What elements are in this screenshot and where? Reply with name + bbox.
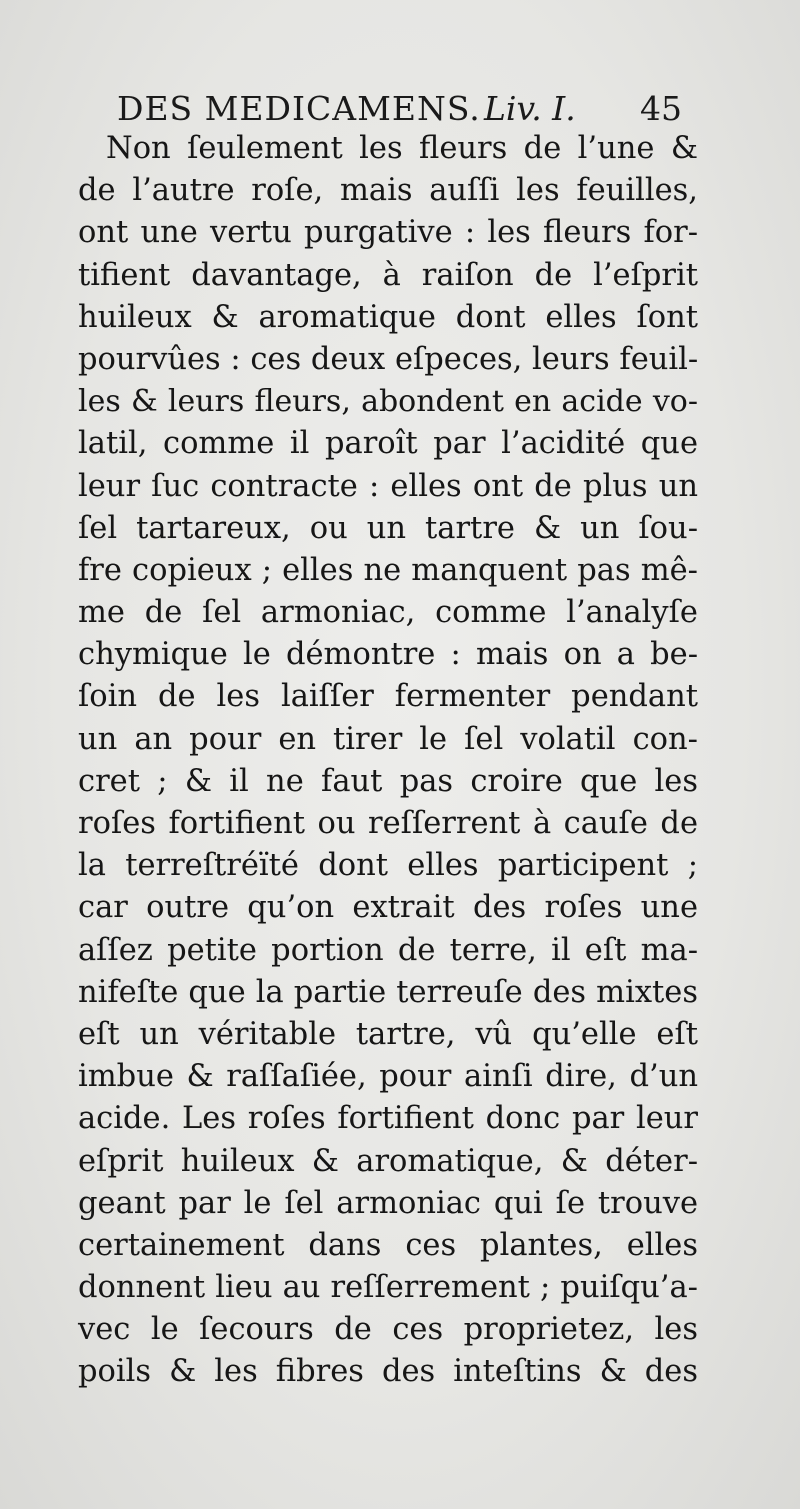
text-line: poils & les fibres des inteſtins & des xyxy=(78,1354,698,1390)
page-number: 45 xyxy=(640,89,682,128)
text-line: eſt un véritable tartre, vû qu’elle eſt xyxy=(78,1016,698,1052)
text-line: tifient davantage, à raiſon de l’eſprit xyxy=(78,257,698,293)
text-line: huileux & aromatique dont elles ſont xyxy=(78,299,698,335)
text-line: ſoin de les laiſſer fermenter pendant xyxy=(78,679,698,715)
text-line: roſes fortifient ou reſſerrent à cauſe de xyxy=(78,806,698,841)
text-line: ont une vertu purgative : les fleurs for- xyxy=(78,215,698,251)
page-header xyxy=(117,86,682,132)
text-line: les & leurs fleurs, abondent en acide vo- xyxy=(78,384,698,420)
text-line: cret ; & il ne faut pas croire que les xyxy=(78,763,698,799)
text-line: un an pour en tirer le ſel volatil con- xyxy=(78,721,698,757)
running-title: DES MEDICAMENS. xyxy=(117,89,481,128)
text-line: aſſez petite portion de terre, il eſt ma- xyxy=(78,932,698,968)
text-line: fre copieux ; elles ne manquent pas mê- xyxy=(78,552,698,588)
text-line: ſel tartareux, ou un tartre & un ſou- xyxy=(78,510,698,546)
text-line: vec le ſecours de ces proprietez, les xyxy=(78,1312,698,1348)
text-line: acide. Les roſes fortifient donc par leur xyxy=(78,1101,698,1137)
text-line: de l’autre roſe, mais auſſi les feuilles, xyxy=(78,173,698,209)
text-line: nifeſte que la partie terreuſe des mixtes xyxy=(78,974,698,1010)
text-line: Non ſeulement les fleurs de l’une & xyxy=(106,131,698,166)
text-line: la terreſtréïté dont elles participent ; xyxy=(78,848,698,884)
text-line: geant par le ſel armoniac qui ſe trouve xyxy=(78,1185,698,1221)
book-reference: Liv. I. xyxy=(484,89,576,128)
text-line: me de ſel armoniac, comme l’analyſe xyxy=(78,595,698,631)
text-line: pourvûes : ces deux eſpeces, leurs feuil- xyxy=(78,341,699,377)
text-line: leur ſuc contracte : elles ont de plus un xyxy=(78,468,698,504)
text-line: car outre qu’on extrait des roſes une xyxy=(78,890,698,926)
text-line: donnent lieu au reſſerrement ; puiſqu’a- xyxy=(78,1270,698,1306)
body-text xyxy=(78,128,698,1394)
text-line: imbue & raſſaſiée, pour ainſi dire, d’un xyxy=(78,1059,698,1095)
text-line: latil, comme il paroît par l’acidité que xyxy=(78,426,698,462)
text-line: eſprit huileux & aromatique, & déter- xyxy=(78,1143,698,1179)
text-line: chymique le démontre : mais on a be- xyxy=(78,637,698,673)
text-line: certainement dans ces plantes, elles xyxy=(78,1227,698,1263)
